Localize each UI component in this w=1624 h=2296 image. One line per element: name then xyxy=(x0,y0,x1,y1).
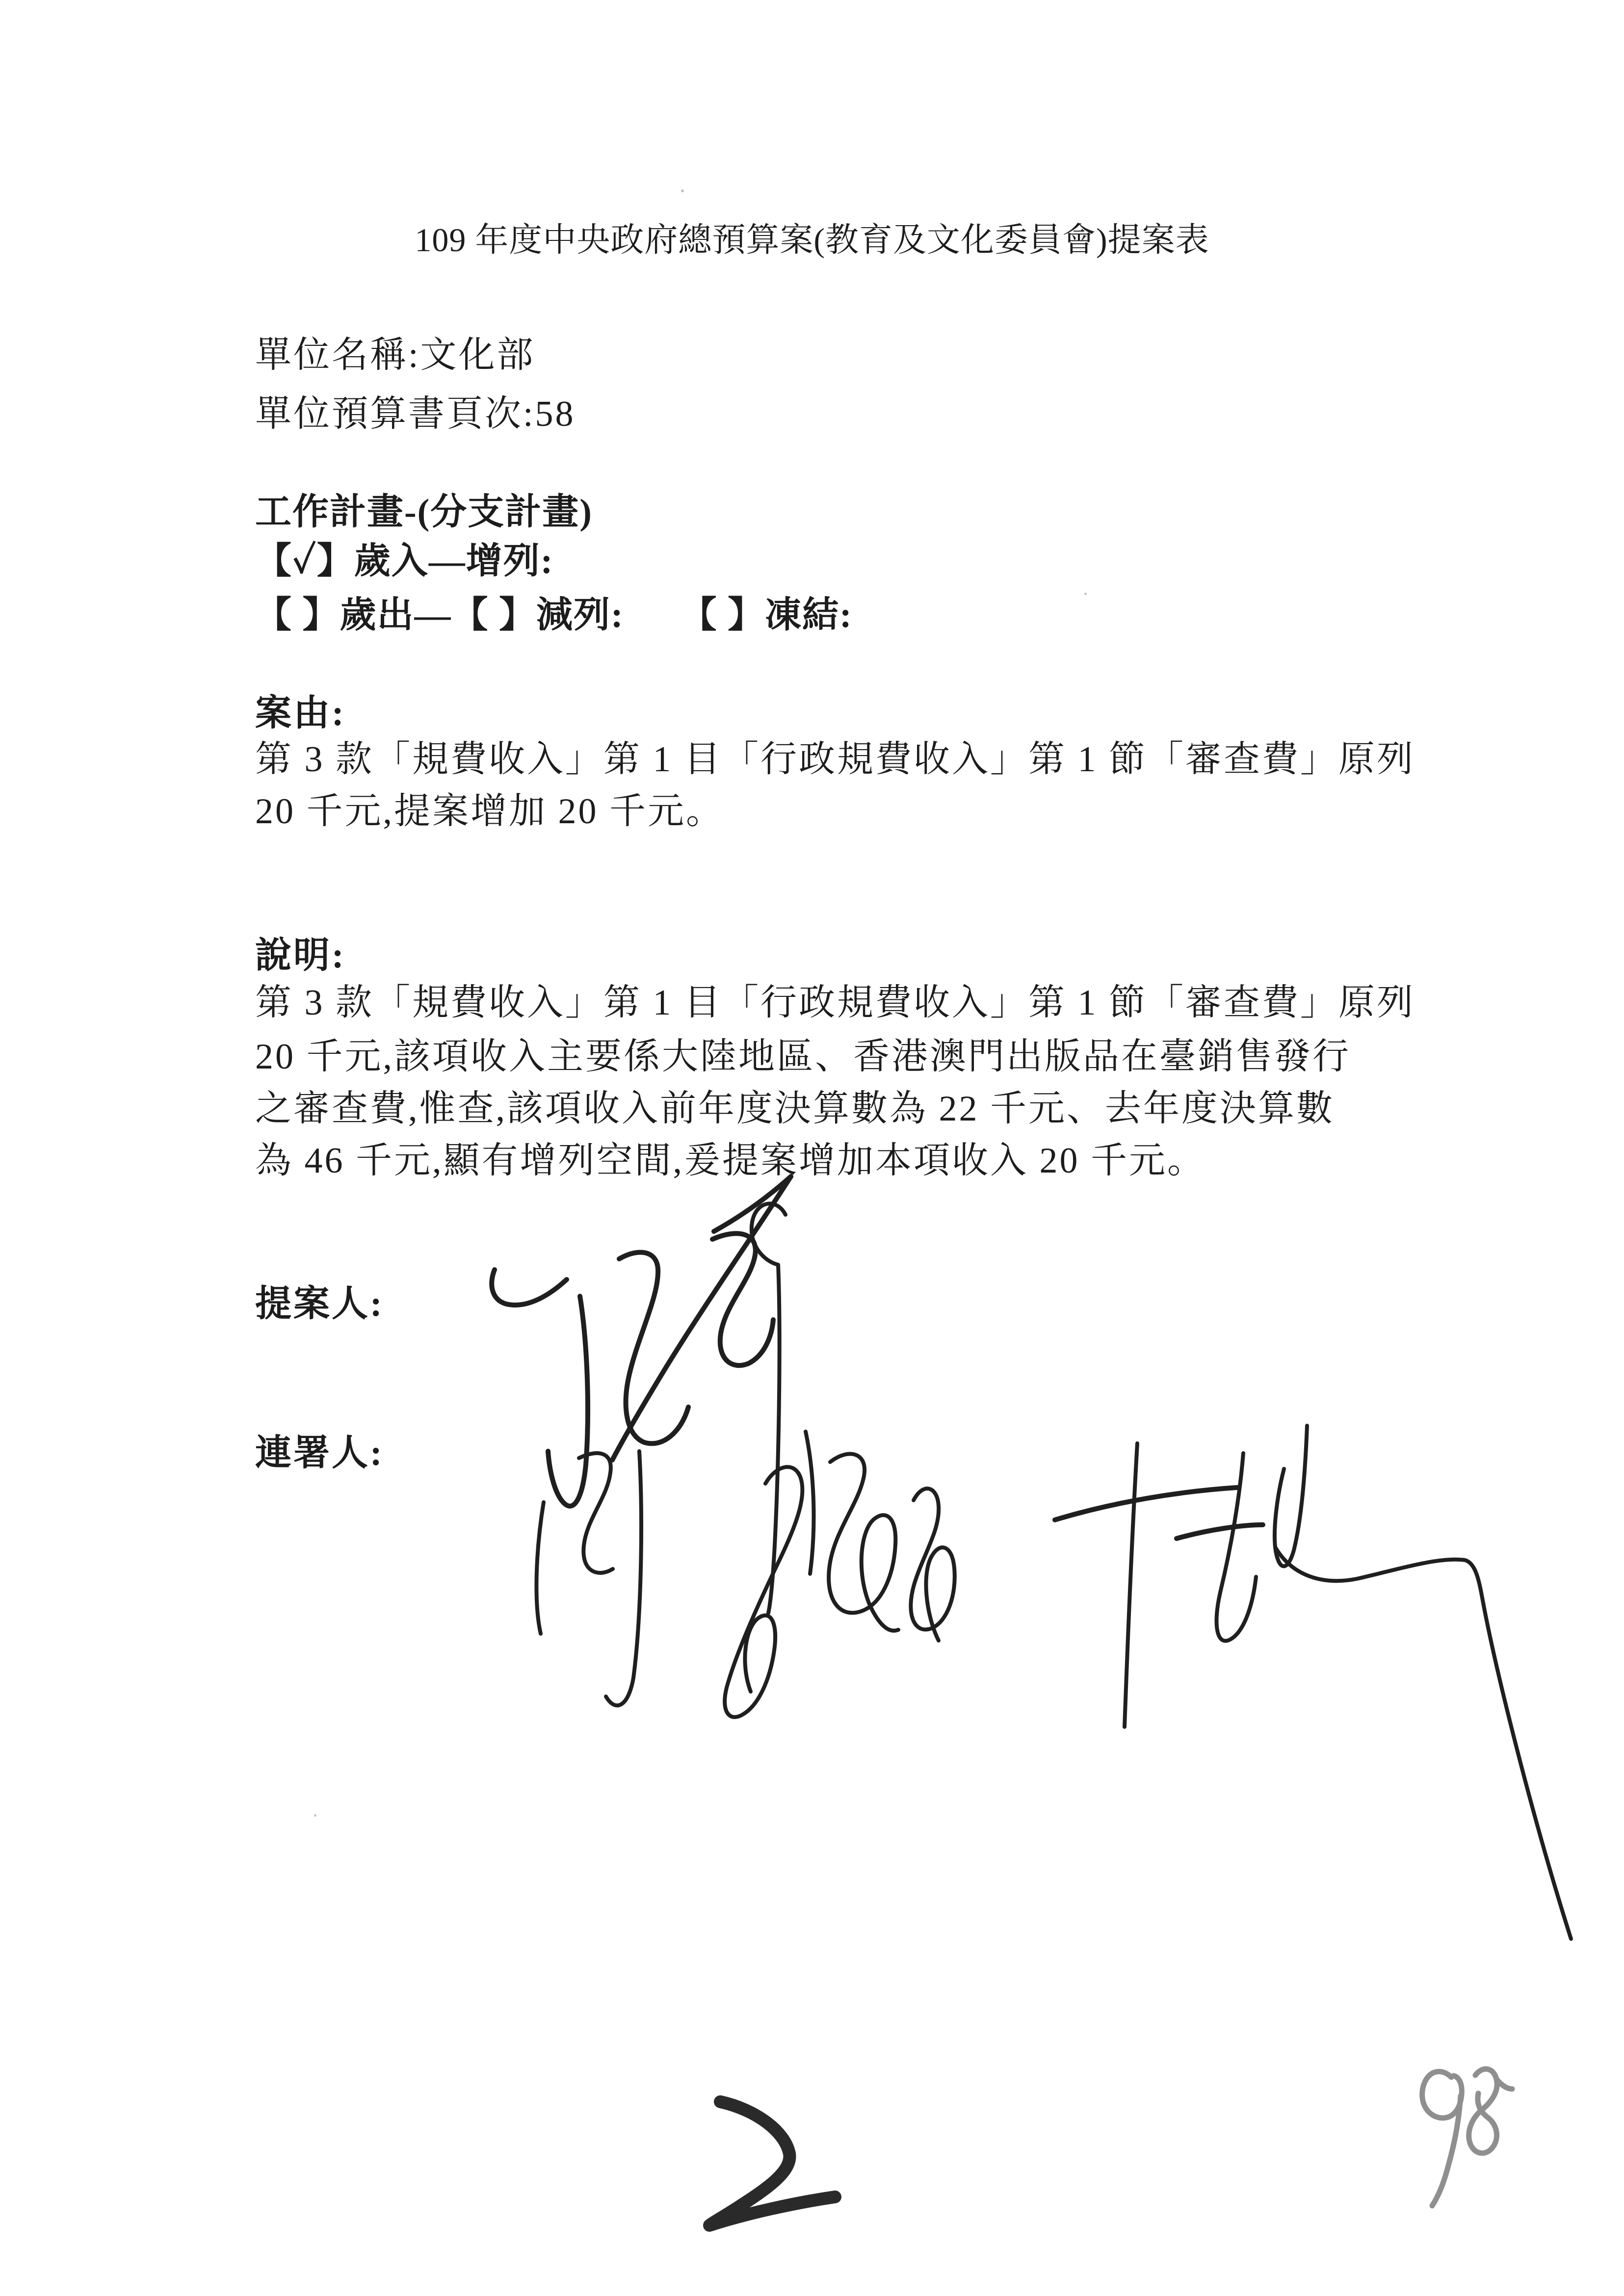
proposer-signature xyxy=(492,1176,791,1613)
expense-reduce-freeze-checkbox-line: 【 】歲出—【 】減列: 【 】凍結: xyxy=(255,595,853,635)
cosigner-label: 連署人: xyxy=(255,1433,384,1473)
case-text-line-2: 20 千元,提案增加 20 千元。 xyxy=(255,791,724,832)
explanation-text-line-1: 第 3 款「規費收入」第 1 目「行政規費收入」第 1 節「審查費」原列 xyxy=(255,983,1415,1023)
cosigner-signature-1 xyxy=(536,1432,954,1717)
proposer-label: 提案人: xyxy=(255,1284,384,1324)
handwritten-page-number xyxy=(709,2102,835,2225)
explanation-label: 說明: xyxy=(255,936,346,976)
explanation-text-line-4: 為 46 千元,顯有增列空間,爰提案增加本項收入 20 千元。 xyxy=(255,1141,1205,1181)
pencil-corner-number xyxy=(1422,2069,1512,2206)
unit-name-line: 單位名稱:文化部 xyxy=(255,335,535,375)
case-label: 案由: xyxy=(255,693,346,733)
explanation-text-line-2: 20 千元,該項收入主要係大陸地區、香港澳門出版品在臺銷售發行 xyxy=(255,1037,1351,1077)
work-plan-heading: 工作計畫-(分支計畫) xyxy=(255,492,593,532)
case-text-line-1: 第 3 款「規費收入」第 1 目「行政規費收入」第 1 節「審查費」原列 xyxy=(255,739,1415,780)
revenue-increase-checkbox-line: 【✓】歲入—增列: xyxy=(255,541,554,581)
unit-budget-page-line: 單位預算書頁次:58 xyxy=(255,394,576,434)
cosigner-signature-2 xyxy=(1055,1426,1571,1939)
scan-speck xyxy=(1084,593,1087,595)
page-title: 109 年度中央政府總預算案(教育及文化委員會)提案表 xyxy=(415,221,1209,259)
scan-speck xyxy=(314,1814,316,1817)
explanation-text-line-3: 之審查費,惟查,該項收入前年度決算數為 22 千元、去年度決算數 xyxy=(255,1089,1335,1129)
scan-speck xyxy=(681,189,684,192)
